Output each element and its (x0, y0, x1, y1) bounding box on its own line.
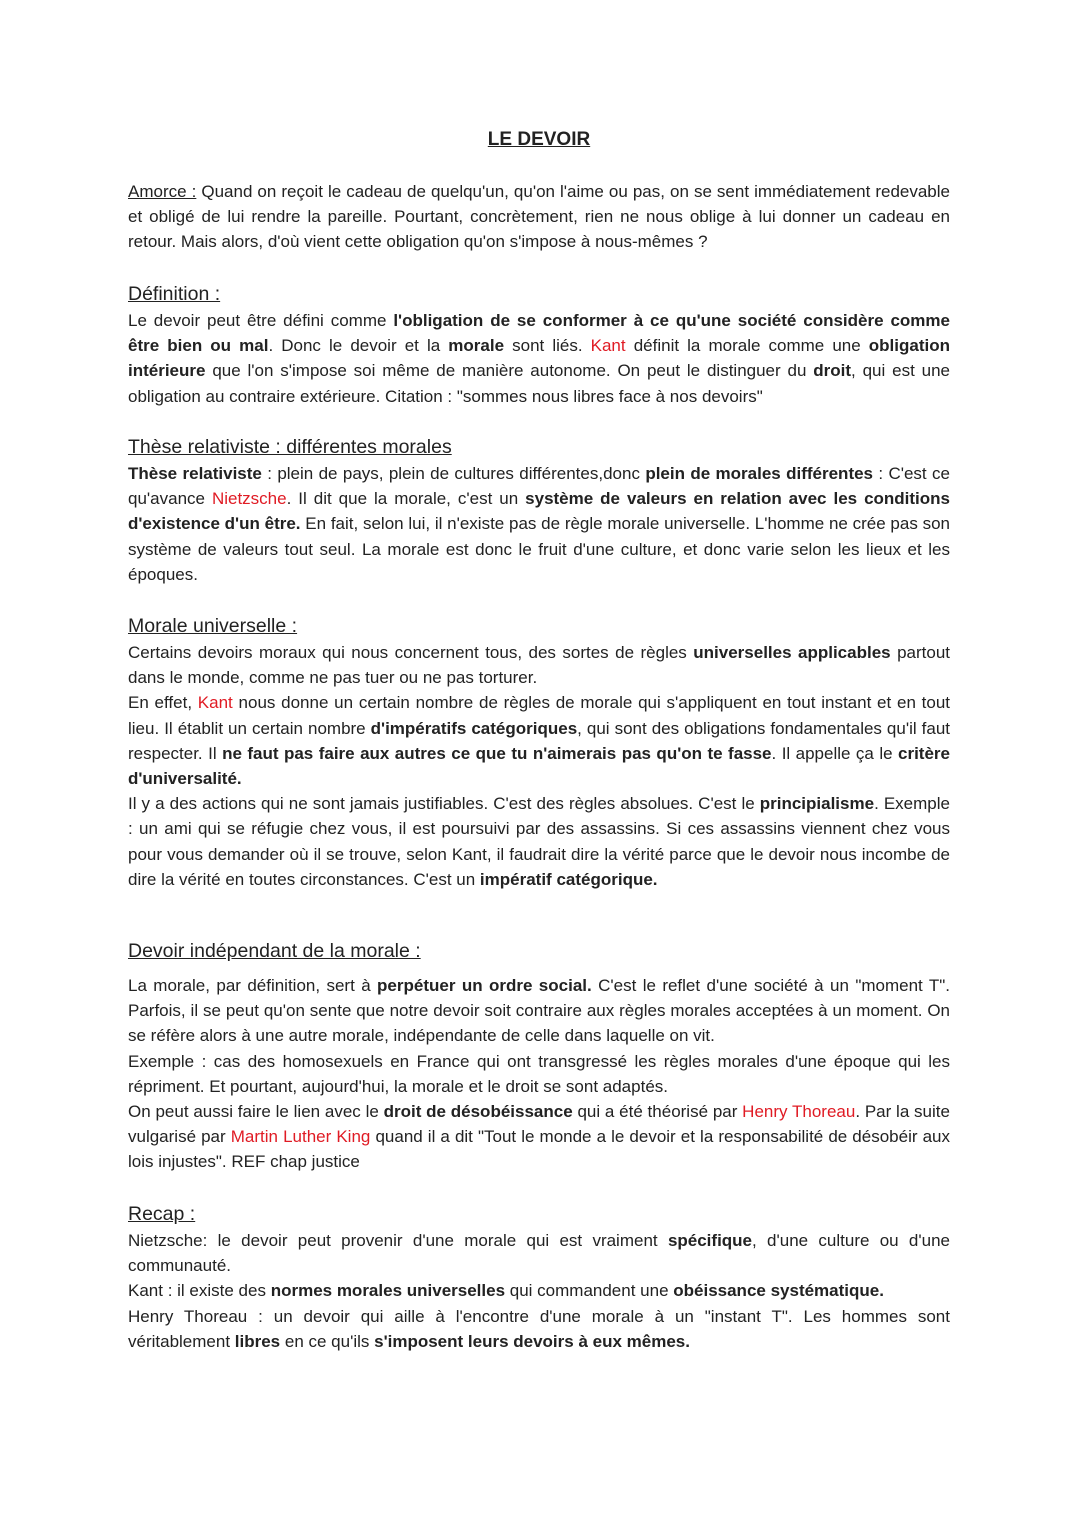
text-run: . Par la suite vulgarisé par (128, 1102, 950, 1147)
bold-text: droit (813, 361, 852, 381)
bold-text: droit de désobéissance (383, 1102, 573, 1122)
author-name: Nietzsche (211, 489, 287, 509)
section-relativiste (128, 433, 950, 587)
bold-text: plein de morales différentes (645, 464, 874, 483)
independant-paragraph-1 (128, 973, 950, 1049)
independant-paragraph-3 (128, 1099, 950, 1175)
section-amorce (128, 179, 950, 255)
bold-text: obligation intérieure (128, 336, 950, 381)
independant-heading: Devoir indépendant de la morale : (128, 940, 421, 962)
bold-text: normes morales universelles (270, 1281, 506, 1301)
bold-text: perpétuer un ordre social. (377, 976, 592, 995)
text-run: . Il appelle ça le (771, 743, 899, 763)
recap-paragraph-3 (128, 1304, 950, 1354)
bold-text: obéissance systématique. (673, 1281, 884, 1301)
text-run: C'est le reflet d'une société à un "moment T". Parfois, il se peut qu'on sente que notre devoir soit contraire aux règles morales acceptées à un moment. On se réfère alors à une autre morale, indépendante de celle dans laquelle on vit. (128, 976, 950, 1046)
author-name: Martin Luther King (230, 1127, 371, 1147)
section-devoir-independant (128, 937, 950, 1175)
text-run: nous donne un certain nombre de règles de morale qui s'appliquent en tout instant et en tout lieu. Il établit un certain nombre (128, 693, 951, 738)
amorce-label: Amorce : (128, 182, 197, 201)
bold-text: universelles applicables (693, 643, 891, 662)
bold-text: s'imposent leurs devoirs à eux mêmes. (374, 1331, 690, 1351)
amorce-text: Quand on reçoit le cadeau de quelqu'un, qu'on l'aime ou pas, on se sent immédiatement redevable et obligé de lui rendre la pareille. Pourtant, concrètement, rien ne nous oblige à lui donner un cadeau en retour. Mais alors, d'où vient cette obligation qu'on s'impose à nous-mêmes ? (128, 182, 950, 252)
text-run: sont liés. (504, 336, 591, 356)
text-run: Certains devoirs moraux qui nous concernent tous, des sortes de règles (128, 643, 694, 662)
text-run: . Il dit que la morale, c'est un (286, 489, 526, 509)
text-run: Henry Thoreau : un devoir qui aille à l'encontre d'une morale à un "instant T". Les hommes sont véritablement (128, 1306, 950, 1351)
bold-text: ne faut pas faire aux autres ce que tu n'aimerais pas qu'on te fasse (222, 743, 772, 763)
text-run: Il y a des actions qui ne sont jamais justifiables. C'est des règles absolues. C'est le (128, 794, 760, 814)
text-run: Kant : il existe des (128, 1281, 271, 1301)
text-run: En effet, (128, 693, 198, 713)
text-run: qui commandent une (505, 1281, 674, 1301)
document-title: LE DEVOIR (487, 129, 591, 150)
amorce-paragraph (128, 179, 950, 255)
recap-paragraph-2 (128, 1278, 950, 1303)
text-run: Nietzsche: le devoir peut provenir d'une morale qui est vraiment (128, 1231, 668, 1250)
bold-text: impératif catégorique. (479, 869, 658, 889)
text-run: que l'on s'impose soi même de manière autonome. On peut le distinguer du (205, 361, 814, 381)
section-recap (128, 1200, 950, 1354)
universelle-paragraph-1 (128, 640, 950, 690)
relativiste-paragraph (128, 461, 950, 587)
bold-text: libres (234, 1331, 281, 1351)
bold-text: morale (448, 336, 505, 356)
author-name: Kant (197, 693, 233, 713)
text-run: , qui sont des obligations fondamentales qu'il faut respecter. Il (128, 718, 950, 763)
text-run: partout dans le monde, comme ne pas tuer ou ne pas torturer. (128, 643, 950, 688)
text-run: , qui est une obligation au contraire extérieure. Citation : "sommes nous libres face à nos devoirs" (128, 361, 950, 406)
text-run: en ce qu'ils (280, 1331, 375, 1351)
definition-paragraph (128, 308, 950, 409)
text-run: quand il a dit "Tout le monde a le devoir et la responsabilité de désobéir aux lois injustes". REF chap justice (128, 1127, 950, 1172)
independant-paragraph-2 (128, 1049, 950, 1099)
author-name: Kant (590, 336, 626, 356)
recap-paragraph-1 (128, 1228, 950, 1278)
bold-text: Thèse relativiste (128, 464, 262, 483)
bold-text: l'obligation de se conformer à ce qu'une société considère comme être bien ou mal (128, 311, 950, 356)
bold-text: d'impératifs catégoriques (370, 718, 578, 738)
text-run: , d'une culture ou d'une communauté. (128, 1231, 950, 1276)
recap-heading: Recap : (128, 1203, 196, 1225)
bold-text: spécifique (667, 1231, 753, 1250)
relativiste-heading: Thèse relativiste : différentes morales (128, 436, 452, 458)
bold-text: critère d'universalité. (128, 743, 950, 789)
universelle-paragraph-2 (128, 690, 950, 791)
bold-text: système de valeurs en relation avec les conditions d'existence d'un être. (128, 489, 951, 534)
bold-text: principialisme (759, 794, 875, 814)
text-run: Exemple : cas des homosexuels en France qui ont transgressé les règles morales d'une époque qui les répriment. Et pourtant, aujourd'hui, la morale et le droit se sont adaptés. (128, 1051, 950, 1096)
universelle-heading: Morale universelle : (128, 615, 298, 637)
text-run: qui a été théorisé par (572, 1102, 743, 1122)
text-run: On peut aussi faire le lien avec le (128, 1102, 384, 1122)
text-run: . Exemple : un ami qui se réfugie chez vous, il est poursuivi par des assassins. Si ces assassins viennent chez vous pour vous demander où il se trouve, selon Kant, il faudrait dire la vérité parce que le devoir nous incombe de dire la vérité en toutes circonstances. C'est un (128, 794, 950, 889)
text-run: : plein de pays, plein de cultures différentes,donc (261, 464, 646, 483)
text-run: Le devoir peut être défini comme (128, 311, 394, 330)
text-run: En fait, selon lui, il n'existe pas de règle morale universelle. L'homme ne crée pas son système de valeurs tout seul. La morale est donc le fruit d'une culture, et donc varie selon les lieux et les époques. (128, 514, 950, 584)
text-run: La morale, par définition, sert à (128, 976, 378, 995)
author-name: Henry Thoreau (742, 1102, 856, 1122)
text-run: définit la morale comme une (625, 336, 869, 356)
universelle-paragraph-3 (128, 791, 950, 892)
section-morale-universelle (128, 612, 950, 892)
definition-heading: Définition : (128, 283, 221, 305)
text-run: : C'est ce qu'avance (128, 464, 950, 509)
text-run: . Donc le devoir et la (268, 336, 449, 356)
section-definition (128, 280, 950, 409)
